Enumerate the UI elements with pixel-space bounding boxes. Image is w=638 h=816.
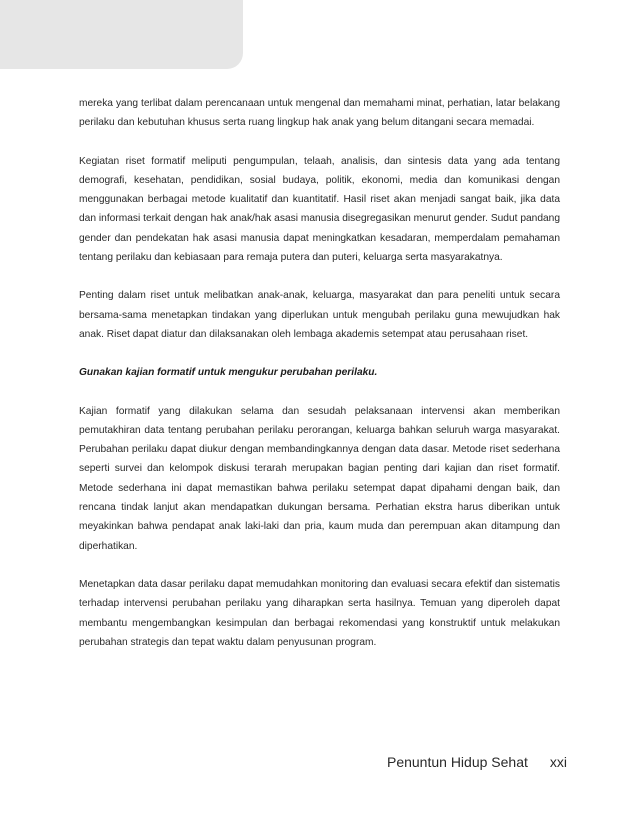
section-heading: Gunakan kajian formatif untuk mengukur perubahan perilaku.	[79, 367, 378, 379]
body-text	[79, 94, 560, 671]
page-footer	[387, 754, 567, 770]
paragraph: Penting dalam riset untuk melibatkan anak-anak, keluarga, masyarakat dan para peneliti untuk secara bersama-sama menetapkan tindakan yang diperlukan untuk mengubah perilaku guna mewujudkan hak anak. Riset dapat diatur dan dilaksanakan oleh lembaga akademis setempat atau perusahaan riset.	[79, 290, 560, 340]
book-title: Penuntun Hidup Sehat	[386, 754, 528, 770]
paragraph: mereka yang terlibat dalam perencanaan untuk mengenal dan memahami minat, perhatian, latar belakang perilaku dan kebutuhan khusus serta ruang lingkup hak anak yang belum ditangani secara memadai.	[79, 98, 560, 129]
paragraph: Kegiatan riset formatif meliputi pengumpulan, telaah, analisis, dan sintesis data yang ada tentang demografi, kesehatan, pendidikan, sosial budaya, politik, ekonomi, media dan komunikasi dengan menggunakan berbagai metode kualitatif dan kuantitatif. Hasil riset akan menjadi sangat baik, jika data dan informasi terkait dengan hak anak/hak asasi manusia disegregasikan menurut gender. Sudut pandang gender dan pendekatan hak asasi manusia dapat meningkatkan kesadaran, memperdalam pemahaman tentang perilaku dan kebiasaan para remaja putera dan puteri, keluarga serta masyarakatnya.	[79, 155, 560, 264]
page-number: xxi	[549, 754, 567, 770]
corner-tab-decoration	[0, 0, 243, 69]
paragraph: Menetapkan data dasar perilaku dapat memudahkan monitoring dan evaluasi secara efektif dan sistematis terhadap intervensi perubahan perilaku yang diharapkan serta hasilnya. Temuan yang diperoleh dapat membantu mengembangkan kesimpulan dan berbagai rekomendasi yang konstruktif untuk melakukan perubahan strategis dan tepat waktu dalam penyusunan program.	[79, 578, 560, 648]
paragraph: Kajian formatif yang dilakukan selama dan sesudah pelaksanaan intervensi akan memberikan pemutakhiran data tentang perubahan perilaku perorangan, keluarga bahkan seluruh warga masyarakat. Perubahan perilaku dapat diukur dengan membandingkannya dengan data dasar. Metode riset sederhana seperti survei dan kelompok diskusi terarah merupakan bagian penting dari kajian dan riset formatif. Metode sederhana ini dapat memastikan bahwa perilaku setempat dapat dipahami dengan baik, dan rencana tindak lanjut akan mendapatkan dukungan bersama. Perhatian ekstra harus diberikan untuk meyakinkan bahwa pendapat anak laki-laki dan pria, kaum muda dan perempuan akan ditampung dan diperhatikan.	[79, 405, 560, 552]
